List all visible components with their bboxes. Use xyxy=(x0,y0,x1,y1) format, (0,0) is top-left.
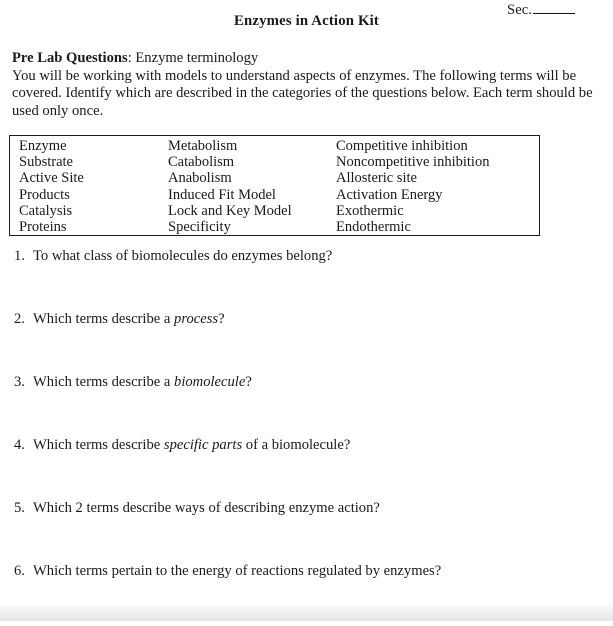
question-number: 1. xyxy=(14,248,25,264)
questions-list xyxy=(0,248,613,626)
question-text-before: Which terms describe a xyxy=(33,374,175,390)
term-cell: Substrate xyxy=(19,154,73,171)
term-cell: Allosteric site xyxy=(336,170,417,187)
intro-block xyxy=(12,50,598,120)
table-row xyxy=(10,154,539,170)
question-item-1 xyxy=(0,248,613,311)
question-text-before: Which terms pertain to the energy of reactions regulated by enzymes? xyxy=(33,563,442,579)
term-cell: Specificity xyxy=(168,218,231,235)
question-text-before: Which 2 terms describe ways of describing enzyme action? xyxy=(33,500,380,516)
term-cell: Noncompetitive inhibition xyxy=(336,154,490,171)
term-cell: Lock and Key Model xyxy=(168,202,292,219)
question-text xyxy=(33,248,613,265)
term-cell: Metabolism xyxy=(168,138,238,154)
question-number: 6. xyxy=(14,563,25,579)
intro-paragraph: You will be working with models to understand aspects of enzymes. The following terms will be covered. Identify which are described in the categories of the questions below. Each term should be used only once. xyxy=(12,67,593,119)
question-text-before: Which terms describe xyxy=(33,437,164,453)
term-cell: Exothermic xyxy=(336,202,404,219)
term-cell: Proteins xyxy=(19,218,67,235)
table-row xyxy=(10,203,539,219)
term-cell: Active Site xyxy=(19,170,84,187)
term-cell: Anabolism xyxy=(168,170,232,187)
question-text-before: Which terms describe a xyxy=(33,311,175,327)
terms-grid xyxy=(10,136,539,235)
question-emphasis: specific parts xyxy=(163,437,243,453)
term-cell: Products xyxy=(19,186,70,203)
term-cell: Induced Fit Model xyxy=(168,186,276,203)
question-text xyxy=(33,563,613,580)
term-cell: Enzyme xyxy=(19,138,67,154)
section-label: Sec. xyxy=(507,2,532,18)
question-text-after: of a biomolecule? xyxy=(242,437,351,453)
question-text-after: ? xyxy=(218,311,225,327)
page-title: Enzymes in Action Kit xyxy=(234,13,379,29)
question-text-after: ? xyxy=(245,374,252,390)
question-number: 3. xyxy=(14,374,25,390)
pre-lab-heading xyxy=(12,50,598,68)
question-number: 5. xyxy=(14,500,25,516)
question-number: 2. xyxy=(14,311,25,327)
term-cell: Activation Energy xyxy=(336,186,443,203)
question-item-4 xyxy=(0,437,613,500)
question-text xyxy=(33,374,613,391)
table-row xyxy=(10,138,539,154)
question-item-2 xyxy=(0,311,613,374)
question-number: 4. xyxy=(14,437,25,453)
table-row xyxy=(10,170,539,186)
term-cell: Endothermic xyxy=(336,218,411,235)
term-cell: Competitive inhibition xyxy=(336,138,468,154)
pre-lab-subject: : Enzyme terminology xyxy=(127,50,259,66)
question-text xyxy=(33,311,613,328)
question-text xyxy=(33,437,613,454)
table-row xyxy=(10,187,539,203)
term-cell: Catalysis xyxy=(19,202,73,219)
question-item-3 xyxy=(0,374,613,437)
question-item-6 xyxy=(0,563,613,626)
terms-table xyxy=(9,135,540,236)
question-text xyxy=(33,500,613,517)
question-item-5 xyxy=(0,500,613,563)
term-cell: Catabolism xyxy=(168,154,235,171)
pre-lab-label: Pre Lab Questions xyxy=(12,50,128,66)
question-emphasis: biomolecule xyxy=(174,374,246,390)
question-text-before: To what class of biomolecules do enzymes belong? xyxy=(33,248,333,264)
question-emphasis: process xyxy=(174,311,219,327)
table-row xyxy=(10,219,539,235)
